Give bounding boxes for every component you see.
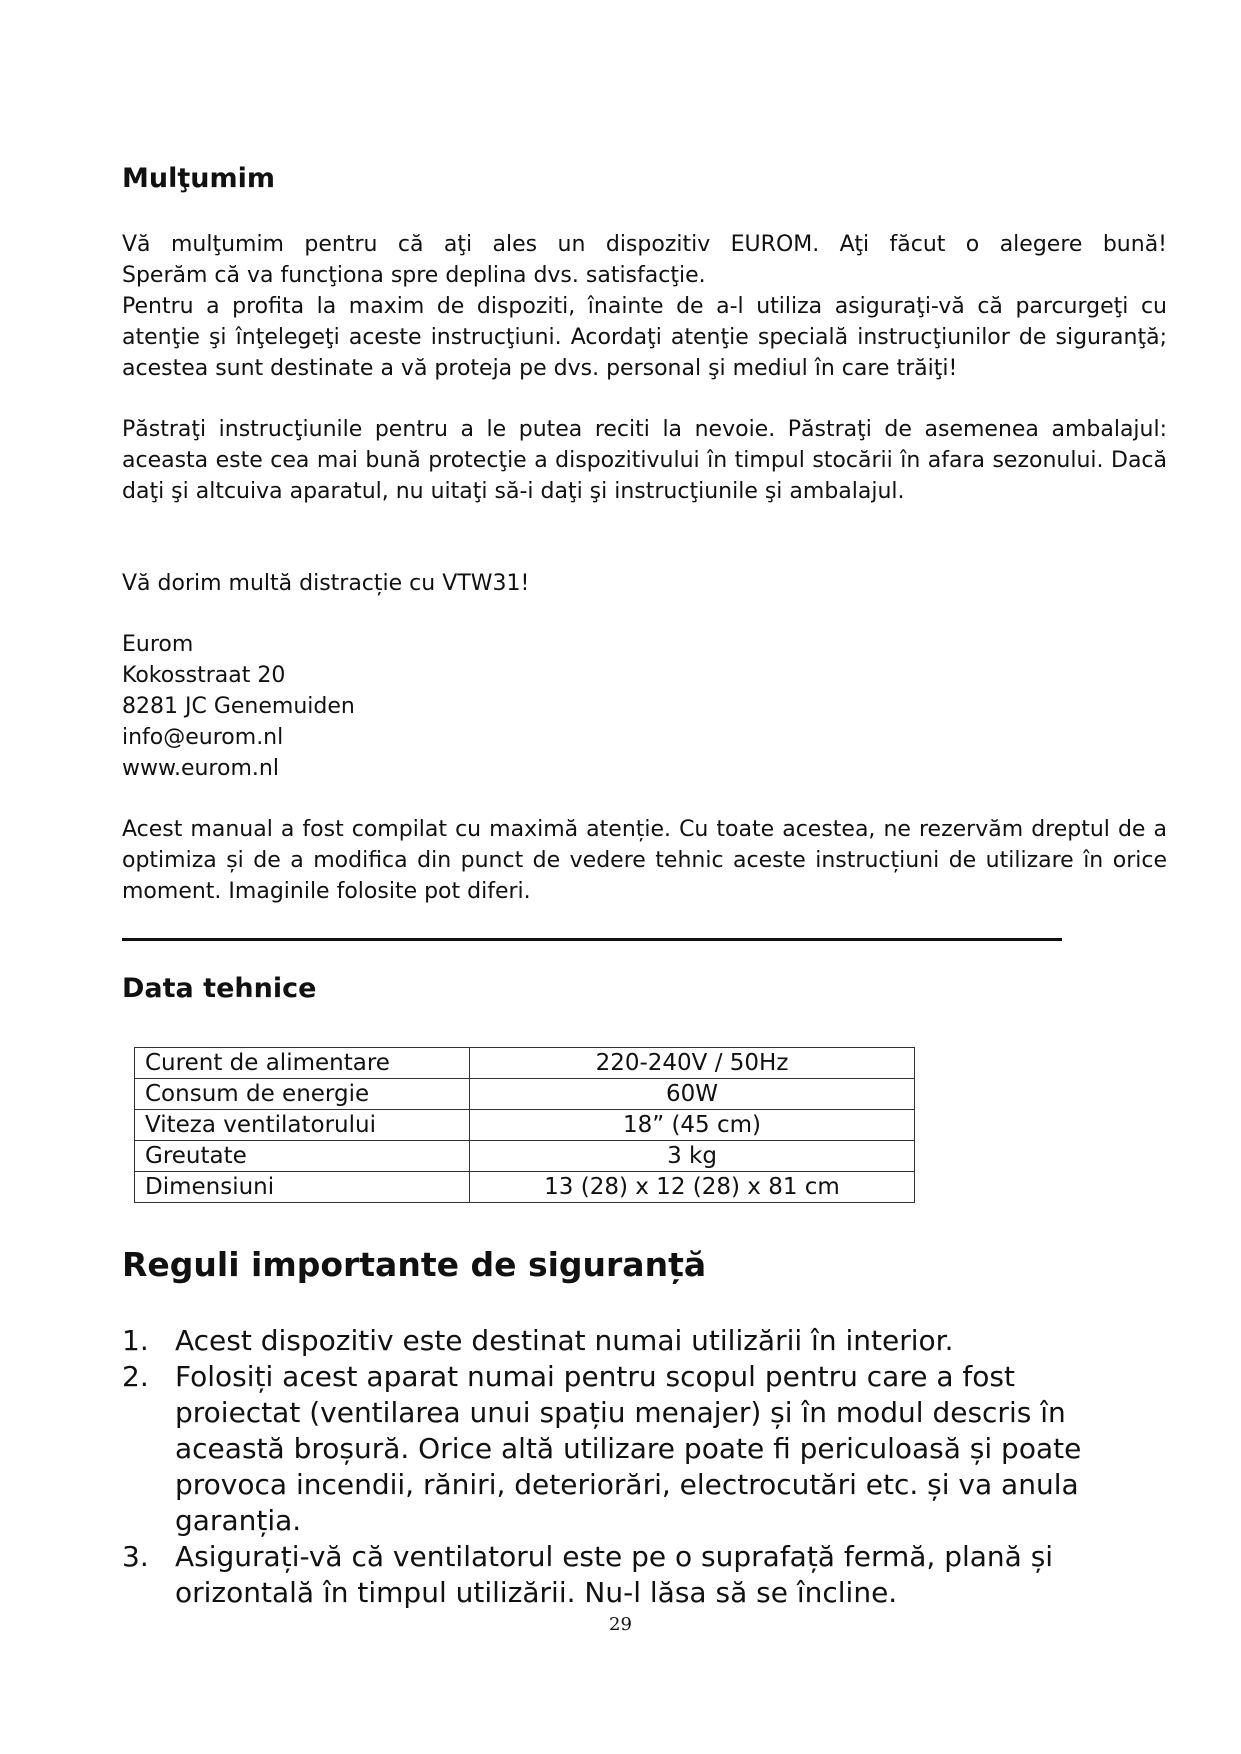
spec-label: Dimensiuni xyxy=(135,1172,470,1203)
table-row xyxy=(135,1048,915,1079)
list-item xyxy=(122,1359,1122,1539)
address-city: 8281 JC Genemuiden xyxy=(122,694,355,719)
spec-label: Consum de energie xyxy=(135,1079,470,1110)
spec-value: 13 (28) x 12 (28) x 81 cm xyxy=(470,1172,915,1203)
tech-spec-table xyxy=(134,1047,915,1203)
list-item-text: Folosiți acest aparat numai pentru scopul pentru care a fost proiectat (ventilarea unui spațiu menajer) și în modul descris în această broșură. Orice altă utilizare poate fi periculoasă și poate provoca incendii, răniri, deteriorări, electrocutări etc. și va anula garanția. xyxy=(175,1360,1082,1537)
list-item-number: 3. xyxy=(122,1540,149,1573)
disclaimer-paragraph: Acest manual a fost compilat cu maximă atenție. Cu toate acestea, ne rezervăm dreptul de a optimiza și de a modifica din punct de vedere tehnic aceste instrucțiuni de utilizare în orice moment. Imaginile folosite pot diferi. xyxy=(122,817,1167,904)
safety-heading: Reguli importante de siguranță xyxy=(122,1245,707,1284)
company-address xyxy=(122,629,1167,784)
address-street: Kokosstraat 20 xyxy=(122,663,286,688)
list-item xyxy=(122,1323,1122,1359)
spec-value: 220-240V / 50Hz xyxy=(470,1048,915,1079)
address-company: Eurom xyxy=(122,632,194,657)
list-item xyxy=(122,1539,1122,1611)
intro-line: Sperăm că va funcţiona spre deplina dvs. satisfacţie. xyxy=(122,263,706,288)
table-row xyxy=(135,1172,915,1203)
list-item-number: 2. xyxy=(122,1360,149,1393)
thanks-heading: Mulţumim xyxy=(122,163,275,194)
thanks-paragraph-read: Pentru a profita la maxim de dispoziti, înainte de a-l utiliza asiguraţi-vă că parcurgeţi cu atenţie şi înţelegeţi aceste instrucţiuni. Acordaţi atenţie specială instrucţiunilor de siguranţă; acestea sunt destinate a vă proteja pe dvs. personal şi mediul în care trăiţi! xyxy=(122,294,1167,381)
wish-line: Vă dorim multă distracție cu VTW31! xyxy=(122,571,530,596)
spec-value: 3 kg xyxy=(470,1141,915,1172)
table-row xyxy=(135,1079,915,1110)
tech-heading: Data tehnice xyxy=(122,973,317,1004)
list-item-number: 1. xyxy=(122,1324,149,1357)
list-item-text: Asigurați-vă că ventilatorul este pe o suprafață fermă, plană și orizontală în timpul utilizării. Nu-l lăsa să se încline. xyxy=(175,1540,1054,1609)
spec-value: 18” (45 cm) xyxy=(470,1110,915,1141)
spec-label: Curent de alimentare xyxy=(135,1048,470,1079)
thanks-paragraph-keep: Păstraţi instrucţiunile pentru a le putea reciti la nevoie. Păstraţi de asemenea ambalajul: aceasta este cea mai bună protecţie a dispozitivului în timpul stocării în afara sezonului. Dacă daţi şi altcuiva aparatul, nu uitaţi să-i daţi şi instrucţiunile şi ambalajul. xyxy=(122,417,1167,504)
intro-line: Vă mulţumim pentru că aţi ales un dispozitiv EUROM. Aţi făcut o alegere bună! xyxy=(122,232,1167,257)
safety-rules-list xyxy=(122,1323,1122,1611)
spec-label: Viteza ventilatorului xyxy=(135,1110,470,1141)
list-item-text: Acest dispozitiv este destinat numai utilizării în interior. xyxy=(175,1324,954,1357)
spec-value: 60W xyxy=(470,1079,915,1110)
spec-label: Greutate xyxy=(135,1141,470,1172)
address-website: www.eurom.nl xyxy=(122,756,279,781)
table-row xyxy=(135,1110,915,1141)
table-row xyxy=(135,1141,915,1172)
page-number: 29 xyxy=(609,1614,632,1635)
address-email: info@eurom.nl xyxy=(122,725,284,750)
section-divider xyxy=(122,938,1062,941)
thanks-intro xyxy=(122,229,1167,291)
